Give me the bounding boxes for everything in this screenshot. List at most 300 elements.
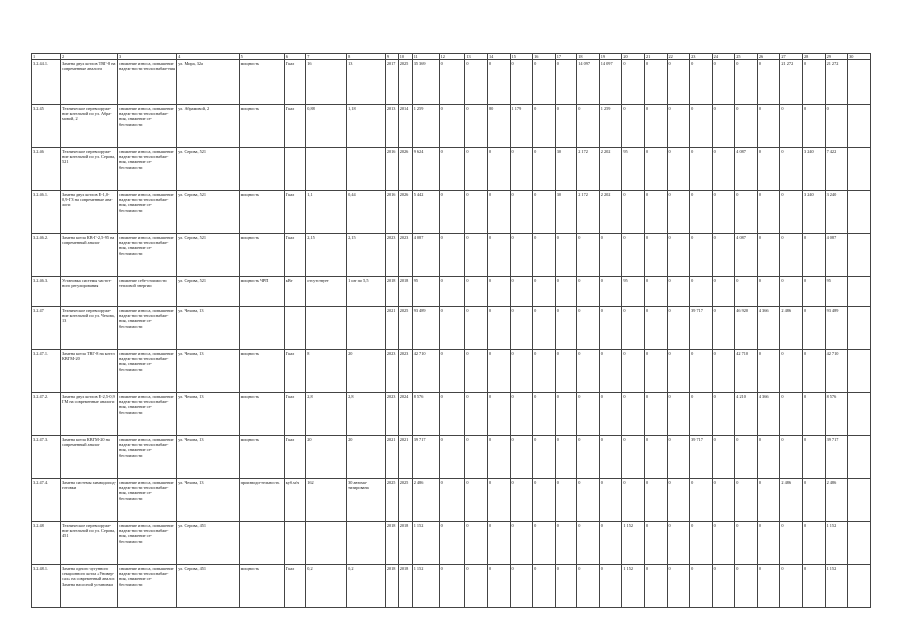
table-cell: 2021 bbox=[398, 436, 412, 479]
table-cell: 39 717 bbox=[412, 436, 439, 479]
table-cell: 4 087 bbox=[735, 234, 758, 277]
table-cell: 0 bbox=[487, 60, 510, 105]
table-cell: 0 bbox=[644, 436, 667, 479]
table-cell bbox=[848, 234, 871, 277]
table-cell: 0 bbox=[712, 565, 735, 608]
table-cell: 21 272 bbox=[780, 60, 803, 105]
table-cell: 2016 bbox=[385, 191, 398, 234]
table-cell: 3.2.45 bbox=[32, 105, 61, 148]
table-cell: 0 bbox=[802, 277, 825, 307]
table-cell: 0 bbox=[577, 234, 600, 277]
table-cell: 20 bbox=[347, 436, 386, 479]
table-cell: 0 bbox=[757, 350, 780, 393]
table-cell bbox=[306, 148, 347, 191]
column-number: 20 bbox=[622, 54, 645, 60]
table-cell: Замена двух котлов Е-1,0-0,9-ГЗ на современные ана-логи bbox=[61, 191, 118, 234]
table-cell bbox=[239, 307, 284, 350]
table-cell: 0 bbox=[780, 148, 803, 191]
table-cell: 0 bbox=[644, 60, 667, 105]
table-cell: 0 bbox=[487, 234, 510, 277]
table-cell: 0 bbox=[465, 522, 488, 565]
table-cell: 0 bbox=[465, 307, 488, 350]
table-cell: 2017 bbox=[385, 60, 398, 105]
table-cell: ул. Чехова, 13 bbox=[177, 393, 239, 436]
table-cell bbox=[848, 393, 871, 436]
table-cell: 2023 bbox=[385, 234, 398, 277]
table-cell bbox=[848, 436, 871, 479]
table-cell: 0 bbox=[802, 60, 825, 105]
table-cell: 4 087 bbox=[735, 148, 758, 191]
table-cell: мощность bbox=[239, 393, 284, 436]
table-cell: 0 bbox=[510, 234, 533, 277]
table-cell: 0 bbox=[439, 105, 465, 148]
table-cell: 0 bbox=[487, 350, 510, 393]
table-cell: 0,2 bbox=[347, 565, 386, 608]
table-cell: 0 bbox=[712, 350, 735, 393]
table-cell: 8 576 bbox=[412, 393, 439, 436]
table-cell bbox=[347, 522, 386, 565]
table-cell: 1 152 bbox=[412, 565, 439, 608]
table-cell: 0 bbox=[667, 191, 690, 234]
table-cell: 0 bbox=[802, 565, 825, 608]
table-cell: 39 717 bbox=[825, 436, 848, 479]
table-cell: 1 179 bbox=[510, 105, 533, 148]
table-cell: 3.2.46.3. bbox=[32, 277, 61, 307]
table-cell: 30 автома-тизирована bbox=[347, 479, 386, 522]
table-cell: 0 bbox=[690, 105, 713, 148]
column-number: 2 bbox=[61, 54, 118, 60]
table-cell: 1 152 bbox=[412, 522, 439, 565]
table-cell: снижение износа, повышение надеж-ности теплоснабже-ния, снижение се-бестоимости bbox=[118, 307, 177, 350]
table-cell: снижение износа, повышение надеж-ности теплоснабже-ния, снижение се-бестоимости bbox=[118, 234, 177, 277]
table-cell: 2,15 bbox=[347, 234, 386, 277]
table-cell: 0 bbox=[757, 479, 780, 522]
table-cell: 0 bbox=[577, 277, 600, 307]
table-cell: 1 152 bbox=[825, 522, 848, 565]
table-cell: 0 bbox=[599, 277, 622, 307]
table-cell: снижение износа, повышение надеж-ности теплоснабже-ния, снижение се-бестоимости bbox=[118, 191, 177, 234]
table-row bbox=[32, 479, 871, 522]
column-number: 5 bbox=[239, 54, 284, 60]
table-cell: 1 шт по 5,5 bbox=[347, 277, 386, 307]
table-cell: 0 bbox=[577, 479, 600, 522]
table-cell: 3.2.44.1. bbox=[32, 60, 61, 105]
table-cell: 0 bbox=[555, 350, 577, 393]
table-cell: 0 bbox=[510, 565, 533, 608]
table-row bbox=[32, 565, 871, 608]
table-cell: 0 bbox=[690, 60, 713, 105]
column-number: 14 bbox=[487, 54, 510, 60]
table-cell: 0 bbox=[487, 436, 510, 479]
table-row bbox=[32, 393, 871, 436]
table-cell: мощность bbox=[239, 191, 284, 234]
table-cell: 0 bbox=[780, 105, 803, 148]
table-cell: 0 bbox=[510, 436, 533, 479]
table-cell: 0 bbox=[622, 105, 645, 148]
table-cell: 42 710 bbox=[735, 350, 758, 393]
table-cell bbox=[284, 148, 306, 191]
table-row bbox=[32, 436, 871, 479]
column-number: 19 bbox=[599, 54, 622, 60]
table-cell: 0 bbox=[465, 148, 488, 191]
table-cell: 3.2.47.2. bbox=[32, 393, 61, 436]
table-cell: 0 bbox=[533, 234, 556, 277]
table-cell: 0 bbox=[555, 234, 577, 277]
table-cell: 0 bbox=[533, 60, 556, 105]
table-cell: ул. Абрамовой, 2 bbox=[177, 105, 239, 148]
column-number: 24 bbox=[712, 54, 735, 60]
table-cell: 0 bbox=[644, 350, 667, 393]
table-cell: 162 bbox=[306, 479, 347, 522]
table-cell: 2018 bbox=[385, 522, 398, 565]
table-cell: 0 bbox=[667, 105, 690, 148]
column-number: 3 bbox=[118, 54, 177, 60]
table-cell: Гкал bbox=[284, 565, 306, 608]
table-cell: 16 bbox=[306, 60, 347, 105]
column-number: 30 bbox=[848, 54, 871, 60]
table-cell bbox=[848, 479, 871, 522]
table-cell: 0 bbox=[510, 191, 533, 234]
table-cell: 0 bbox=[577, 565, 600, 608]
table-cell: 0 bbox=[735, 479, 758, 522]
table-cell: 0 bbox=[690, 148, 713, 191]
column-number: 9 bbox=[385, 54, 398, 60]
table-cell: 0 bbox=[555, 307, 577, 350]
table-cell bbox=[848, 105, 871, 148]
table-cell: 0 bbox=[465, 350, 488, 393]
table-cell: Техническое перевооруже-ние котельной по ул. Серова, 521 bbox=[61, 148, 118, 191]
table-cell: 0 bbox=[599, 350, 622, 393]
table-cell: 2014 bbox=[398, 105, 412, 148]
table-cell: 93 489 bbox=[412, 307, 439, 350]
table-cell bbox=[347, 307, 386, 350]
table-cell: 0,88 bbox=[306, 105, 347, 148]
table-cell: 0 bbox=[712, 60, 735, 105]
table-cell: 0 bbox=[735, 522, 758, 565]
table-cell: 0 bbox=[780, 522, 803, 565]
table-cell: 2 172 bbox=[577, 148, 600, 191]
table-cell: мощность bbox=[239, 436, 284, 479]
table-cell: 0 bbox=[510, 350, 533, 393]
table-cell: Техническое перевооруже-ние котельной по ул. Серова, 451 bbox=[61, 522, 118, 565]
table-cell: 0 bbox=[577, 350, 600, 393]
column-number: 13 bbox=[465, 54, 488, 60]
table-cell: 3 240 bbox=[802, 148, 825, 191]
table-cell: 2 486 bbox=[412, 479, 439, 522]
table-cell: 0 bbox=[780, 350, 803, 393]
table-cell: 3.2.47.4. bbox=[32, 479, 61, 522]
table-cell: 2023 bbox=[385, 350, 398, 393]
table-cell: ул. Чехова, 13 bbox=[177, 350, 239, 393]
table-cell: 0 bbox=[780, 277, 803, 307]
table-cell: ул. Чехова, 13 bbox=[177, 307, 239, 350]
table-cell: 3.2.47 bbox=[32, 307, 61, 350]
table-cell: 0 bbox=[510, 393, 533, 436]
table-cell: снижение износа, повышение надеж-ности теплоснабже-ния, снижение се-бестоимости bbox=[118, 393, 177, 436]
table-cell: 0 bbox=[644, 105, 667, 148]
table-cell bbox=[284, 522, 306, 565]
table-cell: ул. Серова, 521 bbox=[177, 277, 239, 307]
table-cell: 2,8 bbox=[306, 393, 347, 436]
table-cell: 39 717 bbox=[690, 436, 713, 479]
table-cell: 0 bbox=[599, 565, 622, 608]
table-cell bbox=[848, 148, 871, 191]
table-cell: ул. Чехова, 13 bbox=[177, 479, 239, 522]
table-cell: 2,8 bbox=[347, 393, 386, 436]
table-cell: 30 bbox=[555, 191, 577, 234]
table-cell: 0 bbox=[757, 565, 780, 608]
table-cell: 0 bbox=[644, 191, 667, 234]
table-cell: 0 bbox=[757, 277, 780, 307]
table-cell: 42 710 bbox=[825, 350, 848, 393]
table-cell: 0 bbox=[510, 479, 533, 522]
table-cell: 0 bbox=[577, 393, 600, 436]
table-cell: 0 bbox=[510, 60, 533, 105]
table-cell: 0 bbox=[667, 350, 690, 393]
table-cell: 1 259 bbox=[599, 105, 622, 148]
table-cell: 0 bbox=[439, 148, 465, 191]
table-cell: 3.2.48 bbox=[32, 522, 61, 565]
table-cell: 35 369 bbox=[412, 60, 439, 105]
table-cell: 2021 bbox=[385, 436, 398, 479]
table-cell: 2018 bbox=[385, 277, 398, 307]
table-cell: 8 576 bbox=[825, 393, 848, 436]
document-sheet bbox=[31, 53, 871, 608]
table-cell: снижение износа, повышение надеж-ности теплоснабже-ния bbox=[118, 60, 177, 105]
table-cell: 0 bbox=[577, 105, 600, 148]
table-cell: 0 bbox=[599, 234, 622, 277]
table-cell: 0 bbox=[712, 479, 735, 522]
table-cell: 2021 bbox=[385, 307, 398, 350]
table-cell: 0 bbox=[465, 565, 488, 608]
table-cell: 0 bbox=[644, 565, 667, 608]
table-cell: 0 bbox=[690, 350, 713, 393]
table-cell: 2018 bbox=[398, 565, 412, 608]
column-number: 27 bbox=[780, 54, 803, 60]
table-cell: 2 486 bbox=[780, 307, 803, 350]
table-cell: 0 bbox=[735, 565, 758, 608]
table-cell: Гкал bbox=[284, 234, 306, 277]
table-cell: мощность bbox=[239, 60, 284, 105]
table-cell: 0 bbox=[487, 565, 510, 608]
column-number: 6 bbox=[284, 54, 306, 60]
table-cell: снижение себе-стоимости тепловой энергии bbox=[118, 277, 177, 307]
table-cell: 2,15 bbox=[306, 234, 347, 277]
table-cell: 3.2.46 bbox=[32, 148, 61, 191]
table-cell: 0 bbox=[555, 522, 577, 565]
column-number: 15 bbox=[510, 54, 533, 60]
table-cell: 0 bbox=[555, 565, 577, 608]
table-cell: 0 bbox=[712, 105, 735, 148]
table-cell: Замена котла ТВГ-8 на котел КВГМ-20 bbox=[61, 350, 118, 393]
table-cell: 0 bbox=[465, 191, 488, 234]
table-cell: снижение износа, повышение надеж-ности теплоснабже-ния, снижение се-бестоимости bbox=[118, 148, 177, 191]
table-cell: 0 bbox=[780, 436, 803, 479]
table-cell: 0 bbox=[667, 565, 690, 608]
table-cell: 0 bbox=[439, 60, 465, 105]
table-cell: 0 bbox=[802, 436, 825, 479]
table-cell: 0 bbox=[510, 148, 533, 191]
table-cell: 0 bbox=[439, 393, 465, 436]
table-cell: 3 240 bbox=[802, 191, 825, 234]
table-cell: 0 bbox=[487, 191, 510, 234]
table-cell: ул. Мира, 32а bbox=[177, 60, 239, 105]
table-cell: 0 bbox=[780, 393, 803, 436]
table-cell: 0 bbox=[644, 148, 667, 191]
table-cell: 0 bbox=[757, 234, 780, 277]
table-row bbox=[32, 234, 871, 277]
table-cell bbox=[848, 277, 871, 307]
table-cell: 0 bbox=[644, 234, 667, 277]
table-cell: 95 bbox=[412, 277, 439, 307]
column-number: 10 bbox=[398, 54, 412, 60]
table-cell: 2 202 bbox=[599, 148, 622, 191]
column-number: 23 bbox=[690, 54, 713, 60]
table-cell: 0 bbox=[533, 436, 556, 479]
table-cell: 0 bbox=[555, 436, 577, 479]
table-cell: 2025 bbox=[385, 479, 398, 522]
table-cell: 0 bbox=[533, 191, 556, 234]
table-cell: 2025 bbox=[398, 479, 412, 522]
table-cell: 0 bbox=[667, 277, 690, 307]
table-cell: Замена котла КВГМ-20 на современный аналог bbox=[61, 436, 118, 479]
table-cell: 0 bbox=[599, 436, 622, 479]
column-number: 7 bbox=[306, 54, 347, 60]
table-cell: мощность bbox=[239, 105, 284, 148]
table-row bbox=[32, 60, 871, 105]
table-cell: 4 366 bbox=[757, 307, 780, 350]
table-cell: 0 bbox=[712, 522, 735, 565]
table-cell: 0 bbox=[439, 479, 465, 522]
table-cell: 0,44 bbox=[347, 191, 386, 234]
table-cell: 0 bbox=[802, 234, 825, 277]
table-cell: 0 bbox=[712, 148, 735, 191]
table-cell: 0 bbox=[465, 479, 488, 522]
table-cell: 0 bbox=[757, 148, 780, 191]
table-cell: 0 bbox=[622, 191, 645, 234]
table-cell: 0 bbox=[735, 191, 758, 234]
table-cell: 0 bbox=[487, 148, 510, 191]
table-cell bbox=[848, 522, 871, 565]
investment-table bbox=[31, 53, 871, 608]
table-cell: Замена двух котлов ТВГ-8 на современные аналоги bbox=[61, 60, 118, 105]
table-cell: 0 bbox=[667, 60, 690, 105]
table-cell: 2026 bbox=[398, 148, 412, 191]
table-cell: 0 bbox=[690, 191, 713, 234]
table-cell: 0 bbox=[439, 565, 465, 608]
table-cell: 0 bbox=[577, 436, 600, 479]
table-cell: 46 920 bbox=[735, 307, 758, 350]
table-cell: 0 bbox=[735, 105, 758, 148]
table-row bbox=[32, 277, 871, 307]
table-cell: 2018 bbox=[398, 522, 412, 565]
table-cell: 0 bbox=[577, 522, 600, 565]
table-cell: 3.2.46.1. bbox=[32, 191, 61, 234]
table-cell bbox=[284, 307, 306, 350]
table-cell: Техническое перевооруже-ние котельной по ул. Чехова, 13 bbox=[61, 307, 118, 350]
table-cell: 2 202 bbox=[599, 191, 622, 234]
table-cell: 0 bbox=[465, 105, 488, 148]
table-cell: 2023 bbox=[385, 393, 398, 436]
table-cell: 1 152 bbox=[622, 522, 645, 565]
table-cell: Техническое перевооруже-ние котельной по ул. Абра-мовой, 2 bbox=[61, 105, 118, 148]
table-cell: 21 272 bbox=[825, 60, 848, 105]
table-cell bbox=[347, 148, 386, 191]
table-cell: 0 bbox=[533, 148, 556, 191]
table-cell: снижение износа, повышение надеж-ности теплоснабже-ния, снижение се-бестоимости bbox=[118, 479, 177, 522]
table-cell bbox=[848, 307, 871, 350]
table-cell: 4 210 bbox=[735, 393, 758, 436]
table-cell bbox=[848, 565, 871, 608]
table-cell: Замена двух котлов Е-2,5-0,9 ГМ на современные аналоги bbox=[61, 393, 118, 436]
table-cell: 0 bbox=[644, 393, 667, 436]
table-row bbox=[32, 307, 871, 350]
column-number: 16 bbox=[533, 54, 556, 60]
table-cell: 0 bbox=[439, 277, 465, 307]
table-cell: кВт bbox=[284, 277, 306, 307]
table-cell: 0 bbox=[667, 522, 690, 565]
table-cell: 0 bbox=[735, 436, 758, 479]
table-cell: 0 bbox=[644, 522, 667, 565]
table-cell: 0 bbox=[510, 277, 533, 307]
table-cell: 0 bbox=[465, 436, 488, 479]
table-cell: 42 710 bbox=[412, 350, 439, 393]
table-cell: 0 bbox=[802, 522, 825, 565]
table-cell: 0 bbox=[555, 393, 577, 436]
table-cell: 0 bbox=[712, 393, 735, 436]
table-cell: 0 bbox=[533, 479, 556, 522]
table-cell: 1,18 bbox=[347, 105, 386, 148]
table-cell: 0 bbox=[465, 277, 488, 307]
table-cell: 0 bbox=[667, 436, 690, 479]
table-cell: мощность bbox=[239, 350, 284, 393]
table-row bbox=[32, 105, 871, 148]
table-cell: мощность bbox=[239, 565, 284, 608]
column-number: 21 bbox=[644, 54, 667, 60]
table-cell: 0 bbox=[712, 234, 735, 277]
column-number: 1 bbox=[32, 54, 61, 60]
table-cell: Установка системы частот-ного регулирования bbox=[61, 277, 118, 307]
table-cell: 0 bbox=[667, 307, 690, 350]
table-row bbox=[32, 350, 871, 393]
table-row bbox=[32, 191, 871, 234]
table-cell bbox=[848, 191, 871, 234]
table-cell: 0 bbox=[555, 60, 577, 105]
table-cell: 0 bbox=[439, 307, 465, 350]
table-row bbox=[32, 522, 871, 565]
table-cell: 3.2.47.3. bbox=[32, 436, 61, 479]
table-cell: 0 bbox=[622, 60, 645, 105]
table-cell: 2025 bbox=[398, 60, 412, 105]
table-cell: 2024 bbox=[398, 393, 412, 436]
table-cell: 0 bbox=[667, 393, 690, 436]
table-cell: 93 489 bbox=[825, 307, 848, 350]
table-cell: 0 bbox=[533, 350, 556, 393]
table-cell: 0 bbox=[757, 105, 780, 148]
table-cell: 0 bbox=[712, 307, 735, 350]
table-cell: 0 bbox=[690, 479, 713, 522]
table-cell: 0 bbox=[487, 277, 510, 307]
table-cell: 95 bbox=[825, 277, 848, 307]
table-cell: 0 bbox=[667, 148, 690, 191]
table-cell: 1,1 bbox=[306, 191, 347, 234]
table-row bbox=[32, 148, 871, 191]
table-cell: 0 bbox=[690, 565, 713, 608]
table-cell: 0 bbox=[780, 565, 803, 608]
table-cell: 0 bbox=[599, 393, 622, 436]
table-cell: 0 bbox=[533, 277, 556, 307]
table-cell: 0 bbox=[690, 522, 713, 565]
